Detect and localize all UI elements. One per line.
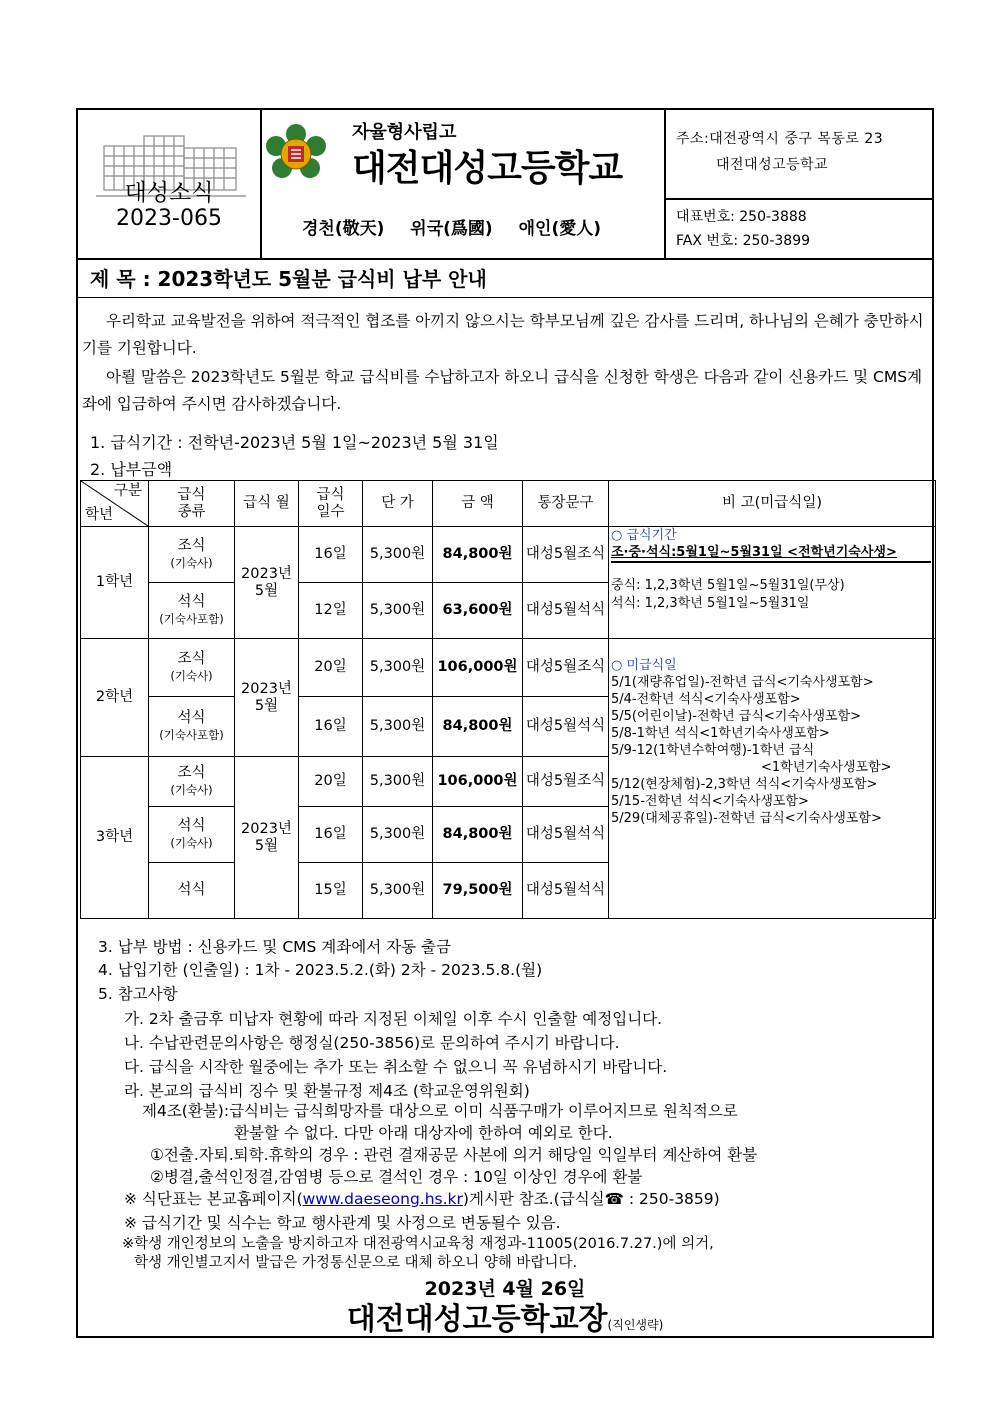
account-cell: 대성5월조식 [523, 527, 609, 583]
no-meal-heading: ○ 미급식일 [611, 658, 677, 673]
meal-type-sub: (기숙사포함) [159, 727, 224, 742]
school-cell [262, 110, 666, 258]
note-cell-no-meal [609, 639, 936, 919]
menu-notice-suffix: )게시판 참조.(급식실☎ : 250-3859) [462, 1190, 720, 1208]
section-period: 1. 급식기간 : 전학년-2023년 5월 1일~2023년 5월 31일 [90, 433, 499, 452]
account-cell: 대성5월조식 [523, 639, 609, 697]
unit-cell: 5,300원 [363, 583, 433, 639]
article4-line1: 제4조(환불):급식비는 급식희망자를 대상으로 이미 식품구매가 이루어지므로 원칙적으로 [142, 1102, 738, 1120]
no-meal-item: <1학년기숙사생포함> [761, 760, 892, 775]
fee-table [80, 480, 936, 919]
menu-notice [124, 1188, 720, 1212]
no-meal-item: 5/1(재량휴업일)-전학년 급식<기숙사생포함> [611, 675, 874, 690]
section-deadline: 4. 납입기한 (인출일) : 1차 - 2023.5.2.(화) 2차 - 2023.5.8.(월) [98, 961, 543, 979]
days-cell: 15일 [299, 863, 363, 919]
header-days: 급식 일수 [299, 481, 363, 527]
section-payment-method: 3. 납부 방법 : 신용카드 및 CMS 계좌에서 자동 출금 [98, 938, 451, 956]
days-cell: 20일 [299, 757, 363, 807]
exception-2: ②병결,출석인정결,감염병 등으로 결석인 경우 : 10일 이상인 경우에 환불 [150, 1168, 643, 1186]
period-heading: ○ 급식기간 [611, 528, 677, 543]
month-cell: 2023년 5월 [235, 757, 299, 919]
school-emblem-icon [262, 122, 330, 186]
contact-cell [666, 110, 932, 258]
month-cell: 2023년 5월 [235, 527, 299, 639]
header-amount: 금 액 [433, 481, 523, 527]
header-unit-price: 단 가 [363, 481, 433, 527]
days-cell: 16일 [299, 697, 363, 757]
subject-line: 제 목 : 2023학년도 5월분 급식비 납부 안내 [78, 260, 932, 298]
note-na: 나. 수납관련문의사항은 행정실(250-3856)로 문의하여 주시기 바랍니다. [124, 1034, 620, 1052]
account-cell: 대성5월석식 [523, 697, 609, 757]
account-cell: 대성5월석식 [523, 863, 609, 919]
period-dinner: 석식: 1,2,3학년 5월1일~5월31일 [611, 596, 810, 611]
issue-date: 2023년 4월 26일 [424, 1278, 586, 1300]
note-cell-period [609, 527, 936, 639]
section-amount-heading: 2. 납부금액 [90, 460, 173, 479]
no-meal-item: 5/5(어린이날)-전학년 급식<기숙사생포함> [611, 709, 862, 724]
meal-type-cell [149, 863, 235, 919]
header-diagonal-cell [81, 481, 149, 527]
header-grade: 학년 [85, 507, 114, 523]
header-note: 비 고(미급식일) [609, 481, 936, 527]
grade-cell: 3학년 [81, 757, 149, 919]
privacy-notice-1: ※학생 개인정보의 노출을 방지하고자 대전광역시교육청 재정과-11005(2016.7.27.)에 의거, [122, 1236, 714, 1252]
account-cell: 대성5월석식 [523, 583, 609, 639]
meal-type-sub: (기숙사) [170, 555, 213, 570]
school-homepage-link[interactable]: www.daeseong.hs.kr [302, 1190, 463, 1208]
meal-type-sub: (기숙사) [170, 835, 213, 850]
unit-cell: 5,300원 [363, 757, 433, 807]
intro-paragraph-1: 우리학교 교육발전을 위하여 적극적인 협조를 아끼지 않으시는 학부모님께 깊은 감사를 드리며, 하나님의 은혜가 충만하시기를 기원합니다. [82, 312, 924, 357]
account-cell: 대성5월석식 [523, 807, 609, 863]
header-meal-type: 급식 종류 [149, 481, 235, 527]
amount-cell: 84,800원 [433, 697, 523, 757]
meal-type: 석식 [177, 882, 206, 898]
meal-type-cell [149, 527, 235, 583]
meal-type-cell [149, 583, 235, 639]
exception-1: ①전출.자퇴.퇴학.휴학의 경우 : 관련 결재공문 사본에 의거 해당일 익일부터 계산하여 환불 [150, 1146, 758, 1164]
amount-cell: 84,800원 [433, 807, 523, 863]
meal-type-cell [149, 757, 235, 807]
period-all: 조·중·석식:5월1일~5월31일 <전학년기숙사생> [611, 544, 931, 563]
newsletter-cell [78, 110, 262, 258]
contact-divider [666, 198, 932, 200]
no-meal-item: 5/15-전학년 석식<기숙사생포함> [611, 794, 809, 809]
unit-cell: 5,300원 [363, 863, 433, 919]
school-name: 대전대성고등학교 [352, 148, 623, 189]
unit-cell: 5,300원 [363, 807, 433, 863]
unit-cell: 5,300원 [363, 697, 433, 757]
no-meal-item: 5/29(대체공휴일)-전학년 급식<기숙사생포함> [611, 811, 882, 826]
no-meal-item: 5/4-전학년 석식<기숙사생포함> [611, 692, 801, 707]
unit-cell: 5,300원 [363, 639, 433, 697]
header [78, 110, 932, 260]
privacy-notice-2: 학생 개인별고지서 발급은 가정통신문으로 대체 하오니 양해 바랍니다. [134, 1255, 578, 1271]
seal-omitted-note: (직인생략) [607, 1318, 664, 1332]
section-notes-heading: 5. 참고사항 [98, 985, 178, 1003]
meal-type-cell [149, 639, 235, 697]
header-month: 급식 월 [235, 481, 299, 527]
unit-cell: 5,300원 [363, 527, 433, 583]
address-line2: 대전대성고등학교 [716, 157, 829, 173]
days-cell: 12일 [299, 583, 363, 639]
month-cell: 2023년 5월 [235, 639, 299, 757]
no-meal-item: 5/9-12(1학년수학여행)-1학년 급식 [611, 743, 815, 758]
notice-frame [76, 108, 934, 1338]
meal-type-sub: (기숙사) [170, 668, 213, 683]
school-type: 자율형사립고 [352, 122, 457, 143]
meal-type-cell [149, 697, 235, 757]
days-cell: 16일 [299, 807, 363, 863]
amount-cell: 63,600원 [433, 583, 523, 639]
school-motto: 경천(敬天) 위국(爲國) 애인(愛人) [302, 219, 601, 239]
account-cell: 대성5월조식 [523, 757, 609, 807]
intro-paragraph-2: 아뢸 말씀은 2023학년도 5월분 학교 급식비를 수납하고자 하오니 급식을 신청한 학생은 다음과 같이 신용카드 및 CMS계좌에 입금하여 주시면 감사하겠습니다. [82, 368, 923, 413]
meal-type-sub: (기숙사포함) [159, 611, 224, 626]
newsletter-title: 대성소식 [124, 180, 214, 206]
article4-line2: 환불할 수 없다. 다만 아래 대상자에 한하여 예외로 한다. [234, 1124, 613, 1142]
meal-type: 석식 [177, 593, 206, 610]
meal-type: 조식 [177, 764, 206, 781]
period-lunch: 중식: 1,2,3학년 5월1일~5월31일(무상) [611, 578, 845, 593]
meal-type: 석식 [177, 817, 206, 834]
note-ra: 라. 본교의 급식비 징수 및 환불규정 제4조 (학교운영위원회) [124, 1082, 530, 1100]
grade-cell: 2학년 [81, 639, 149, 757]
amount-cell: 79,500원 [433, 863, 523, 919]
newsletter-number: 2023-065 [116, 206, 222, 231]
no-meal-item: 5/8-1학년 석식<1학년기숙사생포함> [611, 726, 830, 741]
principal-title: 대전대성고등학교장 [346, 1302, 608, 1337]
grade-cell: 1학년 [81, 527, 149, 639]
meal-type-cell [149, 807, 235, 863]
amount-cell: 106,000원 [433, 757, 523, 807]
change-notice: ※ 급식기간 및 식수는 학교 행사관계 및 사정으로 변동될수 있음. [124, 1214, 561, 1232]
tel-number: 대표번호: 250-3888 [676, 209, 807, 225]
address-line1: 주소:대전광역시 중구 목동로 23 [676, 131, 884, 147]
meal-type-sub: (기숙사) [170, 782, 213, 797]
table-row [81, 527, 936, 583]
note-da: 다. 급식을 시작한 월중에는 추가 또는 취소할 수 없으니 꼭 유념하시기 바랍니다. [124, 1058, 668, 1076]
meal-type: 조식 [177, 537, 206, 554]
amount-cell: 106,000원 [433, 639, 523, 697]
table-row [81, 639, 936, 697]
fax-number: FAX 번호: 250-3899 [676, 233, 811, 249]
amount-cell: 84,800원 [433, 527, 523, 583]
meal-type: 석식 [177, 709, 206, 726]
header-account-memo: 통장문구 [523, 481, 609, 527]
note-ga: 가. 2차 출금후 미납자 현황에 따라 지정된 이체일 이후 수시 인출할 예정입니다. [124, 1010, 663, 1028]
signature [78, 1294, 932, 1338]
meal-type: 조식 [177, 650, 206, 667]
menu-notice-prefix: ※ 식단표는 본교홈페이지( [124, 1190, 303, 1208]
days-cell: 16일 [299, 527, 363, 583]
days-cell: 20일 [299, 639, 363, 697]
header-category: 구분 [113, 483, 142, 499]
no-meal-item: 5/12(현장체험)-2,3학년 석식<기숙사생포함> [611, 777, 878, 792]
